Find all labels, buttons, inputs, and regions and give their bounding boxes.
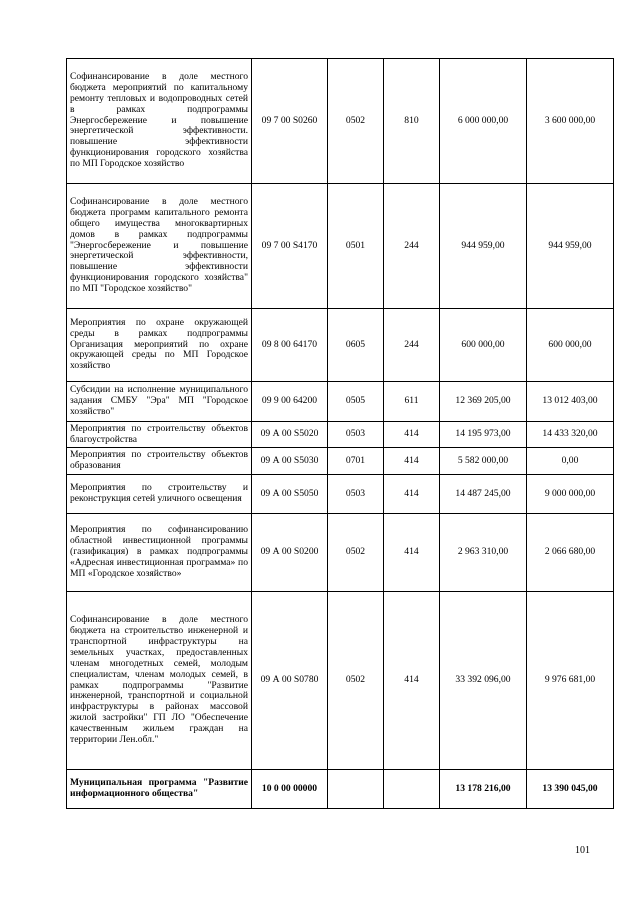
section-code: [328, 770, 384, 809]
expense-type-code: 414: [384, 475, 440, 514]
budget-table-body: [67, 59, 614, 809]
amount-year-1: 944 959,00: [440, 184, 527, 309]
table-row-total: [67, 770, 614, 809]
row-description: Мероприятия по строительству объектов благоустройства: [67, 422, 252, 448]
table-row: [67, 514, 614, 592]
target-article-code: 09 А 00 S5050: [252, 475, 328, 514]
table-row: [67, 382, 614, 422]
budget-table: [66, 58, 614, 809]
amount-year-2: 3 600 000,00: [527, 59, 614, 184]
table-row: [67, 422, 614, 448]
expense-type-code: 810: [384, 59, 440, 184]
table-row: [67, 592, 614, 770]
target-article-code: 09 7 00 S0260: [252, 59, 328, 184]
table-row: [67, 309, 614, 382]
amount-year-2: 14 433 320,00: [527, 422, 614, 448]
target-article-code: 09 А 00 S5020: [252, 422, 328, 448]
section-code: 0501: [328, 184, 384, 309]
amount-year-1: 600 000,00: [440, 309, 527, 382]
row-description: Софинансирование в доле местного бюджета на строительство инженерной и транспортной инфраструктуры на земельных участках, предоставленных членам многодетных семей, молодым специалистам, членам молодых семей, в рамках подпрограммы "Развитие инженерной, транспортной и социальной инфраструктуры в районах массовой жилой застройки" ГП ЛО "Обеспечение качественным жильем граждан на территории Лен.обл.": [67, 592, 252, 770]
section-code: 0502: [328, 514, 384, 592]
amount-year-1: 2 963 310,00: [440, 514, 527, 592]
expense-type-code: 414: [384, 422, 440, 448]
target-article-code: 09 А 00 S0780: [252, 592, 328, 770]
row-description: Муниципальная программа "Развитие информационного общества": [67, 770, 252, 809]
row-description: Субсидии на исполнение муниципального задания СМБУ "Эра" МП "Городское хозяйство": [67, 382, 252, 422]
expense-type-code: 414: [384, 448, 440, 475]
table-row: [67, 184, 614, 309]
row-description: Мероприятия по строительству объектов образования: [67, 448, 252, 475]
section-code: 0605: [328, 309, 384, 382]
expense-type-code: 414: [384, 592, 440, 770]
expense-type-code: 611: [384, 382, 440, 422]
section-code: 0505: [328, 382, 384, 422]
amount-year-2: 13 390 045,00: [527, 770, 614, 809]
page-number: 101: [575, 845, 590, 856]
section-code: 0701: [328, 448, 384, 475]
target-article-code: 09 А 00 S0200: [252, 514, 328, 592]
row-description: Софинансирование в доле местного бюджета программ капитального ремонта общего имущества многоквартирных домов в рамках подпрограммы "Энергосбережение и повышение энергетической эффективности, повышение эффективности функционирования городского хозяйства" по МП "Городское хозяйство": [67, 184, 252, 309]
amount-year-1: 5 582 000,00: [440, 448, 527, 475]
amount-year-2: 13 012 403,00: [527, 382, 614, 422]
amount-year-2: 9 000 000,00: [527, 475, 614, 514]
expense-type-code: 244: [384, 184, 440, 309]
amount-year-1: 33 392 096,00: [440, 592, 527, 770]
target-article-code: 09 8 00 64170: [252, 309, 328, 382]
expense-type-code: 244: [384, 309, 440, 382]
section-code: 0503: [328, 475, 384, 514]
amount-year-2: 944 959,00: [527, 184, 614, 309]
expense-type-code: 414: [384, 514, 440, 592]
section-code: 0502: [328, 592, 384, 770]
amount-year-1: 12 369 205,00: [440, 382, 527, 422]
amount-year-2: 600 000,00: [527, 309, 614, 382]
amount-year-1: 6 000 000,00: [440, 59, 527, 184]
expense-type-code: [384, 770, 440, 809]
row-description: Мероприятия по софинансированию областной инвестиционной программы (газификация) в рамках подпрограммы «Адресная инвестиционная программа» по МП «Городское хозяйство»: [67, 514, 252, 592]
table-row: [67, 448, 614, 475]
amount-year-2: 0,00: [527, 448, 614, 475]
target-article-code: 10 0 00 00000: [252, 770, 328, 809]
section-code: 0503: [328, 422, 384, 448]
section-code: 0502: [328, 59, 384, 184]
target-article-code: 09 7 00 S4170: [252, 184, 328, 309]
table-row: [67, 59, 614, 184]
amount-year-1: 13 178 216,00: [440, 770, 527, 809]
amount-year-2: 9 976 681,00: [527, 592, 614, 770]
row-description: Софинансирование в доле местного бюджета мероприятий по капитальному ремонту тепловых и водопроводных сетей в рамках подпрограммы Энергосбережение и повышение энергетической эффективности. повышение эффективности функционирования городского хозяйства по МП Городское хозяйство: [67, 59, 252, 184]
amount-year-1: 14 487 245,00: [440, 475, 527, 514]
row-description: Мероприятия по охране окружающей среды в рамках подпрограммы Организация мероприятий по охране окружающей среды по МП Городское хозяйство: [67, 309, 252, 382]
row-description: Мероприятия по строительству и реконструкция сетей уличного освещения: [67, 475, 252, 514]
target-article-code: 09 9 00 64200: [252, 382, 328, 422]
target-article-code: 09 А 00 S5030: [252, 448, 328, 475]
amount-year-1: 14 195 973,00: [440, 422, 527, 448]
amount-year-2: 2 066 680,00: [527, 514, 614, 592]
table-row: [67, 475, 614, 514]
